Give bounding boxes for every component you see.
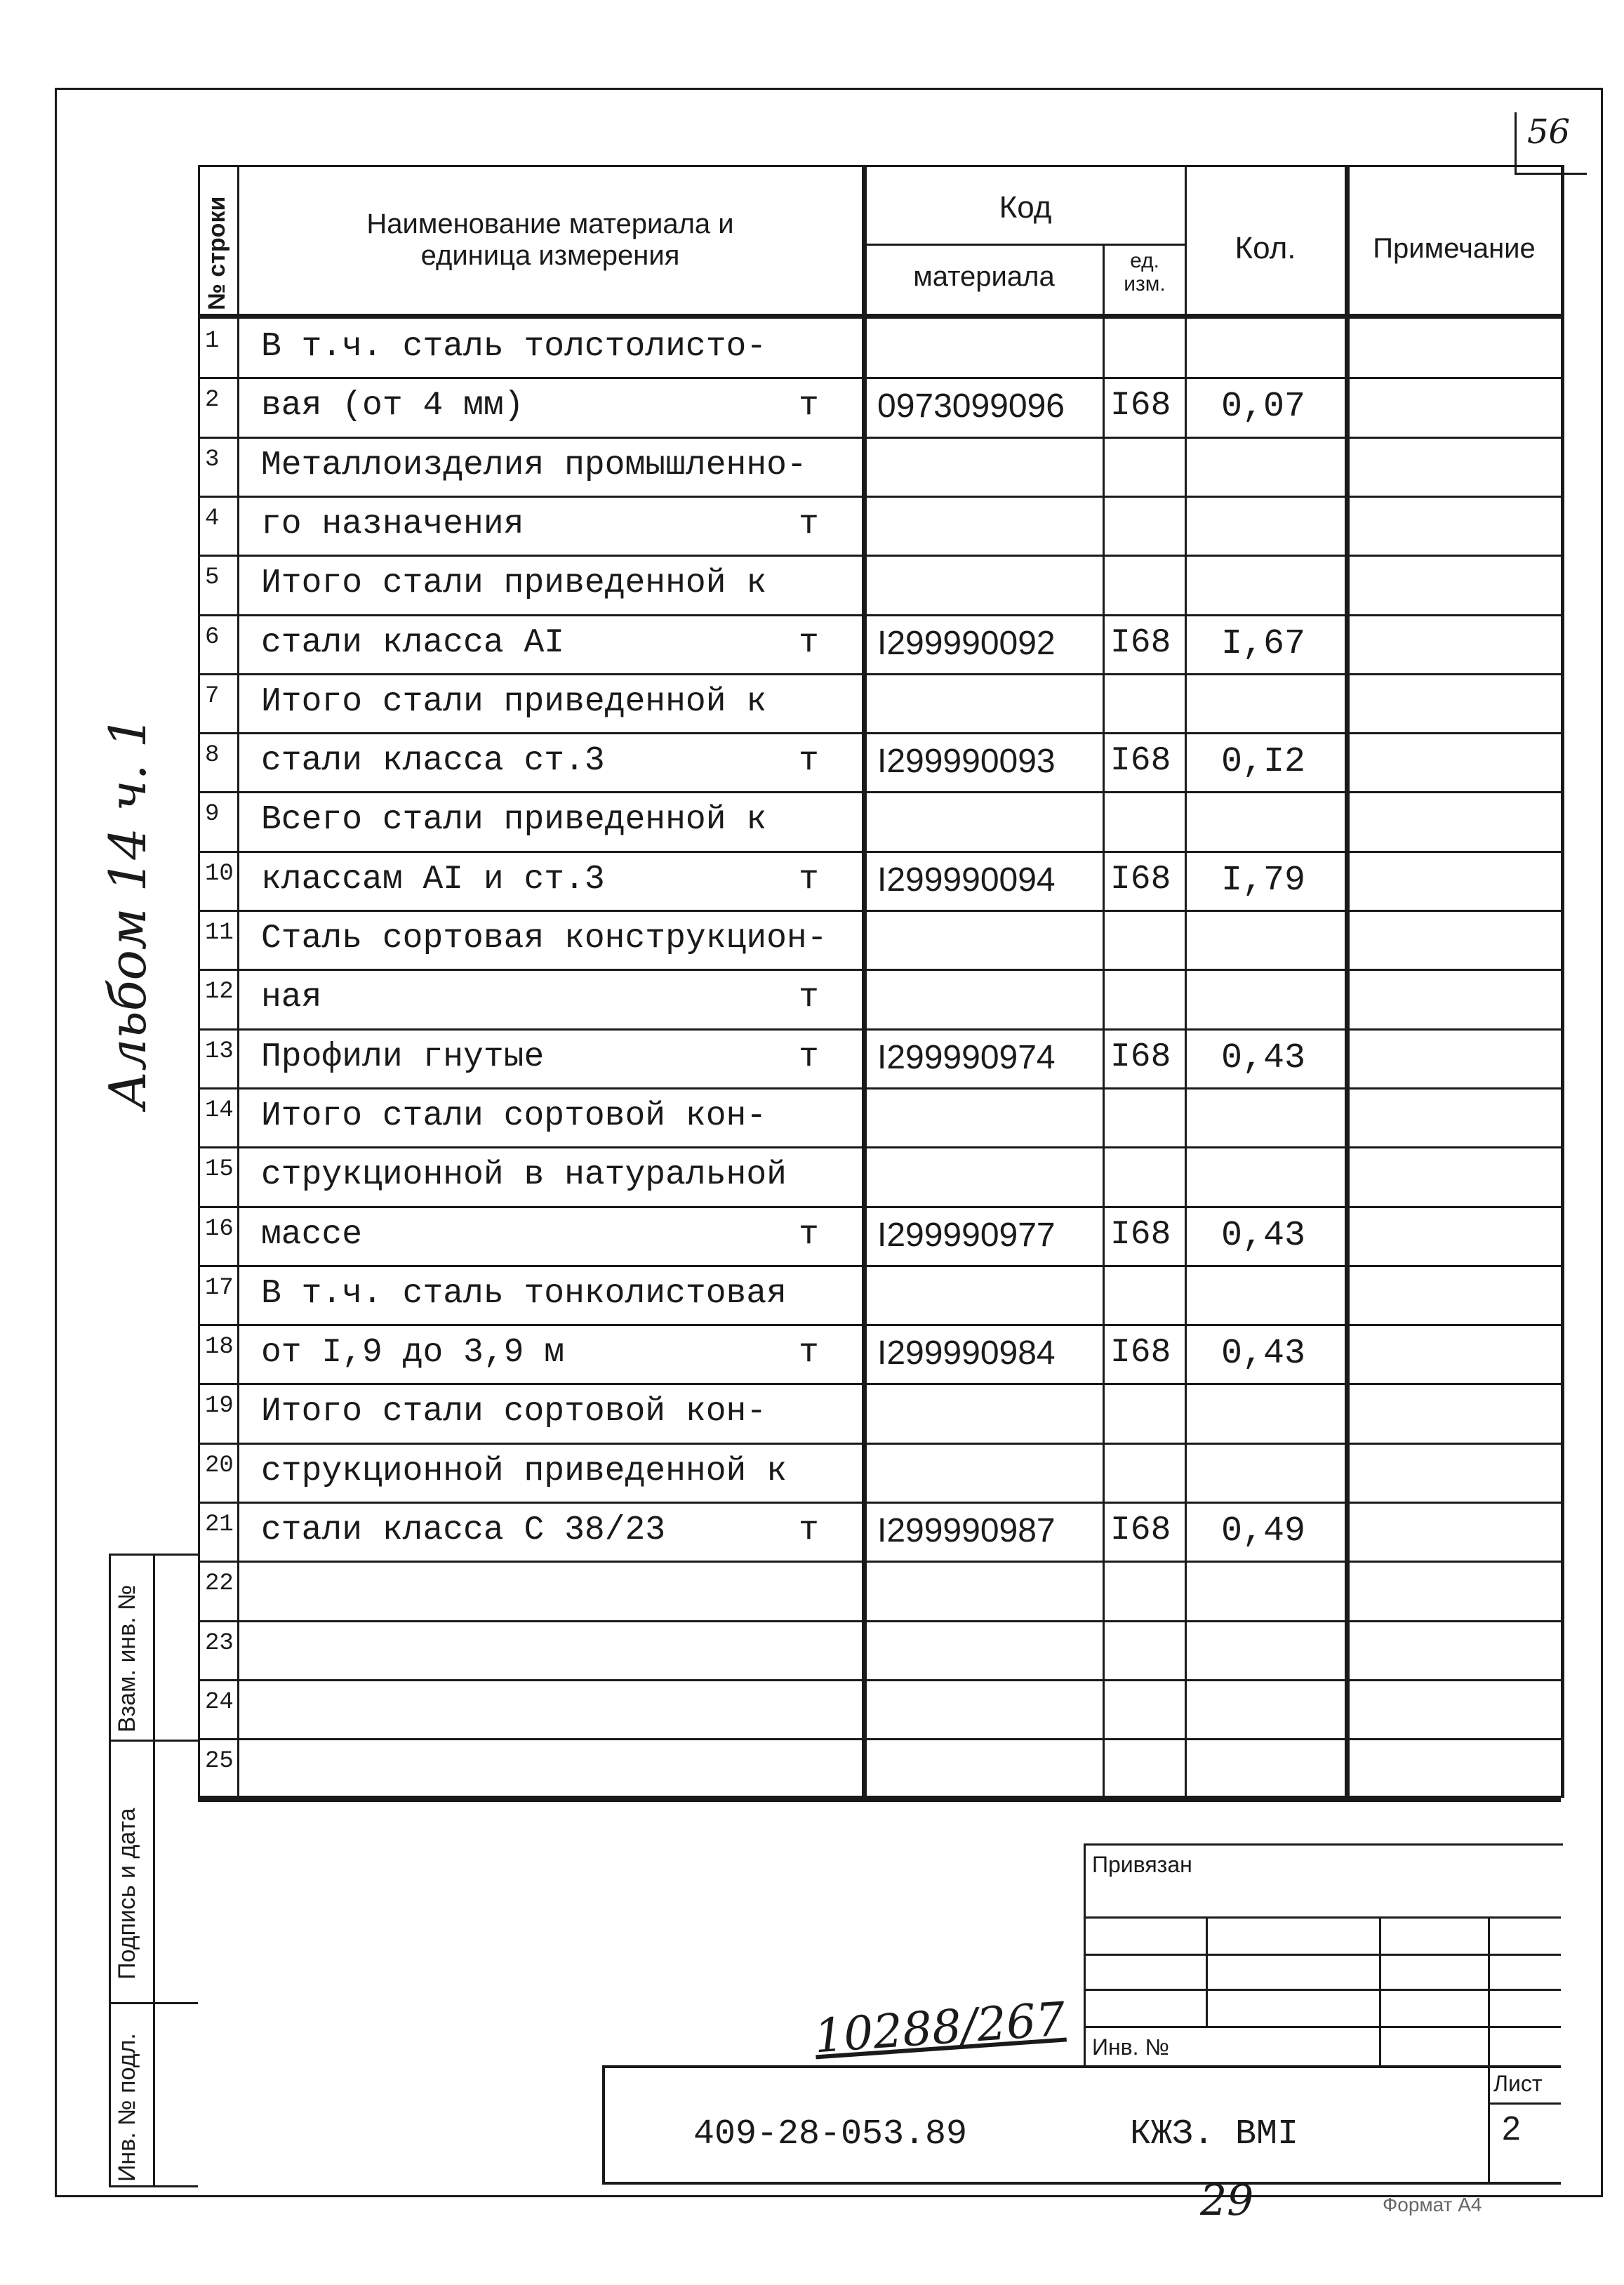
col-line-qty xyxy=(1345,165,1350,1798)
row-name: ная xyxy=(261,979,322,1017)
row-unit: т xyxy=(799,860,819,899)
row-number: 10 xyxy=(205,860,234,887)
row-number: 4 xyxy=(205,505,220,532)
row-name: го назначения xyxy=(261,505,524,543)
header-code-group: Код xyxy=(999,190,1052,225)
row-name: В т.ч. сталь толстолисто- xyxy=(261,328,767,366)
tb-vline-2 xyxy=(1379,1916,1381,2065)
row-unit: т xyxy=(799,979,819,1017)
row-number: 19 xyxy=(205,1393,234,1420)
col-line-note-right xyxy=(1561,165,1564,1798)
doc-mark: КЖЗ. ВМI xyxy=(1130,2114,1299,2154)
row-line xyxy=(198,496,1561,498)
row-number: 13 xyxy=(205,1038,234,1065)
row-line xyxy=(198,1265,1561,1267)
header-code-material: материала xyxy=(913,261,1055,292)
tb-vline-3 xyxy=(1488,1916,1490,2065)
row-unit-code: I68 xyxy=(1110,860,1171,899)
row-number: 1 xyxy=(205,328,220,355)
row-name: В т.ч. сталь тонколистовая xyxy=(261,1274,787,1313)
col-line-code xyxy=(1103,244,1105,1798)
row-name: от I,9 до 3,9 м xyxy=(261,1334,565,1372)
code-group-line xyxy=(865,244,1186,246)
row-number: 3 xyxy=(205,446,220,473)
row-unit: т xyxy=(799,505,819,543)
row-line xyxy=(198,1738,1561,1740)
row-number: 6 xyxy=(205,623,220,651)
row-number: 25 xyxy=(205,1748,234,1775)
row-quantity: 0,I2 xyxy=(1221,742,1306,783)
header-code-unit-2: изм. xyxy=(1124,272,1166,296)
row-name: Металлоизделия промышленно- xyxy=(261,446,807,484)
row-number: 2 xyxy=(205,387,220,414)
row-name: массе xyxy=(261,1215,363,1254)
sheet-cell-divider xyxy=(1488,2102,1561,2105)
row-unit: т xyxy=(799,1334,819,1372)
row-line xyxy=(198,555,1561,557)
row-number: 23 xyxy=(205,1629,234,1657)
row-number: 24 xyxy=(205,1688,234,1716)
header-name-line1: Наименование материала и xyxy=(366,208,734,239)
row-number: 20 xyxy=(205,1452,234,1479)
row-unit-code: I68 xyxy=(1110,1334,1171,1372)
row-line xyxy=(198,732,1561,734)
row-number: 17 xyxy=(205,1274,234,1302)
row-line xyxy=(198,851,1561,853)
row-code: I299990974 xyxy=(877,1038,1056,1076)
row-line xyxy=(198,437,1561,439)
table-bottom-line xyxy=(198,1798,1561,1802)
row-line xyxy=(198,969,1561,971)
row-number: 18 xyxy=(205,1334,234,1361)
row-number: 16 xyxy=(205,1215,234,1243)
row-unit-code: I68 xyxy=(1110,623,1171,662)
row-quantity: 0,43 xyxy=(1221,1215,1306,1256)
row-number: 15 xyxy=(205,1156,234,1184)
doc-code: 409-28-053.89 xyxy=(693,2114,968,2154)
handwritten-number: 10288/267 xyxy=(812,1992,1067,2064)
row-line xyxy=(198,1561,1561,1563)
row-unit-code: I68 xyxy=(1110,1511,1171,1549)
row-number: 5 xyxy=(205,564,220,592)
left-stamp-line-1 xyxy=(109,1740,198,1742)
row-code: I299990092 xyxy=(877,624,1056,662)
inv-no-label: Инв. № xyxy=(1092,2034,1169,2060)
row-unit: т xyxy=(799,1511,819,1549)
header-qty: Кол. xyxy=(1234,231,1296,265)
row-unit-code: I68 xyxy=(1110,1038,1171,1076)
header-code-unit-1: ед. xyxy=(1130,249,1159,272)
row-line xyxy=(198,1324,1561,1326)
row-name: стали класса ст.3 xyxy=(261,742,605,781)
row-line xyxy=(198,673,1561,675)
row-quantity: I,79 xyxy=(1221,860,1306,901)
row-number: 21 xyxy=(205,1511,234,1538)
row-name: стали класса С 38/23 xyxy=(261,1511,666,1549)
row-unit: т xyxy=(799,1215,819,1254)
row-quantity: I,67 xyxy=(1221,623,1306,664)
sheet-number: 2 xyxy=(1502,2110,1521,2147)
row-name: струкционной в натуральной xyxy=(261,1156,787,1195)
row-unit-code: I68 xyxy=(1110,387,1171,425)
stamp-vzam: Взам. инв. № xyxy=(114,1584,140,1733)
header-bottom-line xyxy=(198,314,1561,319)
row-quantity: 0,43 xyxy=(1221,1334,1306,1375)
row-code: I299990094 xyxy=(877,861,1056,899)
row-name: Итого стали сортовой кон- xyxy=(261,1097,767,1135)
row-line xyxy=(198,614,1561,616)
row-line xyxy=(198,1443,1561,1445)
row-unit: т xyxy=(799,742,819,781)
tb-vline-1 xyxy=(1206,1916,1208,2026)
row-code: 0973099096 xyxy=(877,388,1065,425)
row-quantity: 0,43 xyxy=(1221,1038,1306,1078)
row-quantity: 0,07 xyxy=(1221,387,1306,428)
left-stamp-divider xyxy=(153,1554,155,2187)
row-number: 8 xyxy=(205,742,220,769)
row-name: Профили гнутые xyxy=(261,1038,545,1076)
row-line xyxy=(198,1502,1561,1504)
row-number: 22 xyxy=(205,1570,234,1598)
row-number: 14 xyxy=(205,1097,234,1124)
header-name-line2: единица измерения xyxy=(420,240,680,271)
format-label: Формат А4 xyxy=(1383,2194,1482,2216)
row-line xyxy=(198,1620,1561,1622)
header-num-col: № строки xyxy=(204,196,230,310)
row-unit: т xyxy=(799,1038,819,1076)
row-name: стали класса АI xyxy=(261,623,565,662)
row-unit-code: I68 xyxy=(1110,1215,1171,1254)
row-number: 9 xyxy=(205,801,220,828)
left-stamp-line-2 xyxy=(109,2002,198,2004)
row-line xyxy=(198,791,1561,793)
row-code: I299990987 xyxy=(877,1512,1056,1549)
row-name: классам АI и ст.3 xyxy=(261,860,605,899)
row-name: Всего стали приведенной к xyxy=(261,801,767,840)
stamp-inv-podl: Инв. № подл. xyxy=(114,2033,140,2182)
row-line xyxy=(198,1146,1561,1148)
row-line xyxy=(198,1206,1561,1208)
row-name: струкционной приведенной к xyxy=(261,1452,787,1490)
row-line xyxy=(198,1679,1561,1681)
row-code: I299990984 xyxy=(877,1334,1056,1372)
row-unit-code: I68 xyxy=(1110,742,1171,781)
row-unit: т xyxy=(799,623,819,662)
sheet-label: Лист xyxy=(1493,2071,1543,2096)
privyazan-label: Привязан xyxy=(1092,1852,1192,1877)
row-name: Итого стали приведенной к xyxy=(261,564,767,603)
row-code: I299990977 xyxy=(877,1216,1056,1254)
row-number: 12 xyxy=(205,979,234,1006)
row-code: I299990093 xyxy=(877,743,1056,781)
stamp-podpis: Подпись и дата xyxy=(114,1808,140,1980)
row-line xyxy=(198,910,1561,912)
sheet-mark: 56 xyxy=(1527,112,1571,152)
row-quantity: 0,49 xyxy=(1221,1511,1306,1551)
row-line xyxy=(198,1383,1561,1385)
row-name: Итого стали приведенной к xyxy=(261,682,767,721)
row-line xyxy=(198,1028,1561,1031)
header-note: Примечание xyxy=(1373,233,1536,264)
side-note: Альбом 14 ч. 1 xyxy=(98,715,157,1109)
col-line-name xyxy=(862,165,867,1798)
row-number: 7 xyxy=(205,682,220,710)
page-footer-number: 29 xyxy=(1200,2176,1254,2225)
row-number: 11 xyxy=(205,920,234,946)
col-line-num xyxy=(237,165,239,1798)
col-line-ed xyxy=(1185,165,1187,1798)
row-name: вая (от 4 мм) xyxy=(261,387,524,425)
row-line xyxy=(198,377,1561,379)
row-line xyxy=(198,1087,1561,1089)
row-name: Сталь сортовая конструкцион- xyxy=(261,920,827,958)
row-name: Итого стали сортовой кон- xyxy=(261,1393,767,1431)
row-unit: т xyxy=(799,387,819,425)
sheet-cell-line xyxy=(1488,2065,1490,2185)
